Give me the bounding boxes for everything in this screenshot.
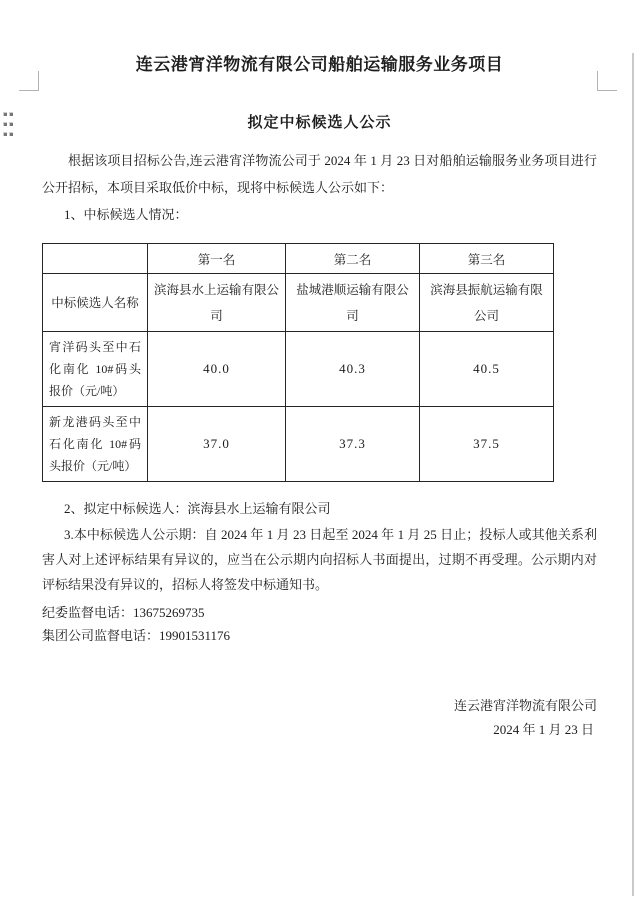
candidate-2-name: 盐城港顺运输有限公司	[286, 274, 420, 332]
signature-date: 2024 年 1 月 23 日	[493, 722, 594, 737]
row-label-candidate-name: 中标候选人名称	[43, 274, 148, 332]
price-xiaoyang-rank3: 40.5	[420, 332, 554, 407]
price-xinlonggang-rank3: 37.5	[420, 407, 554, 482]
list-item-1: 1、中标候选人情况：	[64, 207, 188, 222]
candidates-table	[42, 243, 554, 482]
list-item-3: 3.本中标候选人公示期：自 2024 年 1 月 23 日起至 2024 年 1 月 25 日止；投标人或其他关系利害人对上述评标结果有异议的，应当在公示期内向招标人书面提出，过期不再受理。公示期内对评标结果没有异议的，招标人将签发中标通知书。	[42, 527, 597, 592]
signature-block	[42, 694, 597, 742]
group-phone-line: 集团公司监督电话：19901531176	[42, 628, 231, 643]
list-item-2: 2、拟定中标候选人：滨海县水上运输有限公司	[64, 501, 331, 516]
table-row-candidate-names	[43, 274, 554, 332]
document-body	[0, 53, 635, 742]
row-label-price-xinlonggang: 新龙港码头至中石化南化 10#码头报价（元/吨）	[43, 407, 148, 482]
table-header-rank1: 第一名	[148, 244, 286, 274]
table-header-empty	[43, 244, 148, 274]
price-xinlonggang-rank1: 37.0	[148, 407, 286, 482]
price-xiaoyang-rank1: 40.0	[148, 332, 286, 407]
candidate-1-name: 滨海县水上运输有限公司	[148, 274, 286, 332]
discipline-phone-line: 纪委监督电话：13675269735	[42, 605, 205, 620]
table-header-row	[43, 244, 554, 274]
price-xiaoyang-rank2: 40.3	[286, 332, 420, 407]
candidate-3-name: 滨海县振航运输有限公司	[420, 274, 554, 332]
price-xinlonggang-rank2: 37.3	[286, 407, 420, 482]
document-page	[0, 53, 635, 903]
table-header-rank3: 第三名	[420, 244, 554, 274]
intro-paragraph: 根据该项目招标公告,连云港宵洋物流公司于 2024 年 1 月 23 日对船舶运输服务业务项目进行公开招标，本项目采取低价中标，现将中标候选人公示如下：	[42, 153, 597, 195]
row-label-price-xiaoyang: 宵洋码头至中石化南化 10#码头报价（元/吨）	[43, 332, 148, 407]
table-header-rank2: 第二名	[286, 244, 420, 274]
signature-company: 连云港宵洋物流有限公司	[453, 698, 597, 713]
document-title: 连云港宵洋物流有限公司船舶运输服务业务项目	[135, 55, 504, 74]
table-row-price-xinlonggang	[43, 407, 554, 482]
table-row-price-xiaoyang	[43, 332, 554, 407]
document-subtitle: 拟定中标候选人公示	[247, 115, 392, 131]
